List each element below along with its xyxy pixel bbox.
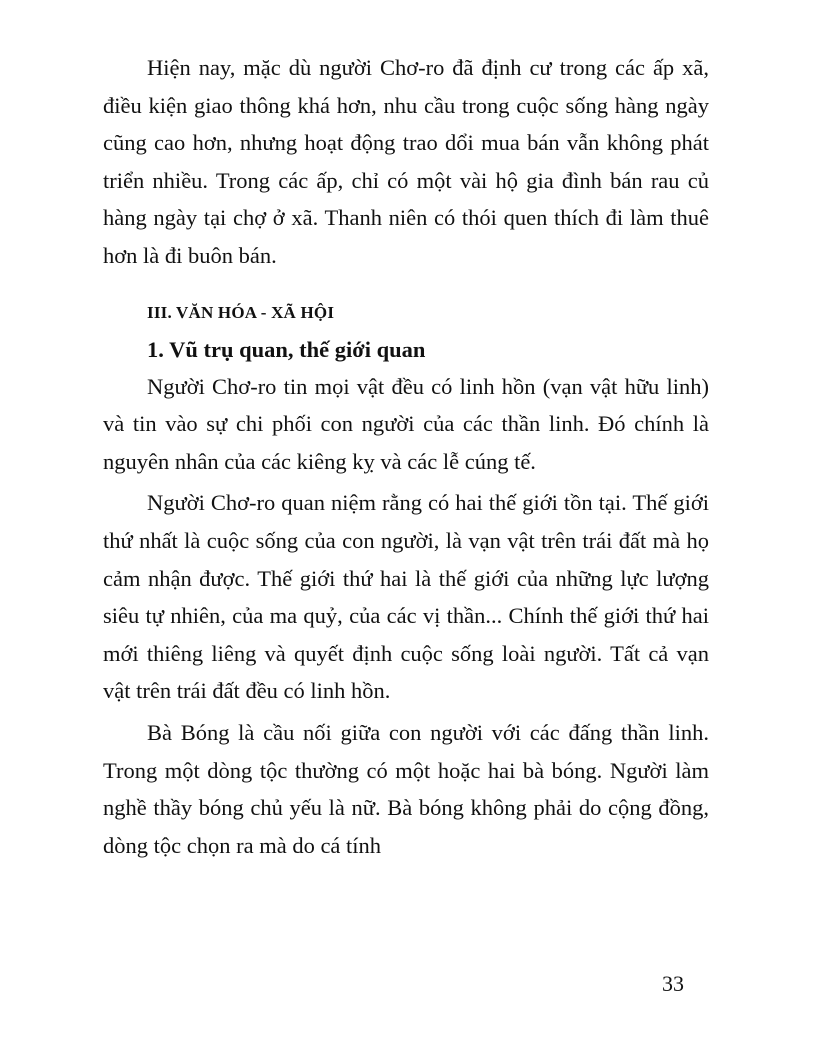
paragraph: Bà Bóng là cầu nối giữa con người với các đấng thần linh. Trong một dòng tộc thường có một hoặc hai bà bóng. Người làm nghề thầy bóng chủ yếu là nữ. Bà bóng không phải do cộng đồng, dòng tộc chọn ra mà do cá tính — [103, 719, 709, 858]
paragraph: Người Chơ-ro tin mọi vật đều có linh hồn (vạn vật hữu linh) và tin vào sự chi phối con người của các thần linh. Đó chính là nguyên nhân của các kiêng kỵ và các lễ cúng tế. — [103, 373, 709, 474]
section-heading: III. VĂN HÓA - XÃ HỘI — [147, 302, 335, 322]
paragraph: Người Chơ-ro quan niệm rằng có hai thế giới tồn tại. Thế giới thứ nhất là cuộc sống của con người, là vạn vật trên trái đất mà họ cảm nhận được. Thế giới thứ hai là thế giới của những lực lượng siêu tự nhiên, của ma quỷ, của các vị thần... Chính thế giới thứ hai mới thiêng liêng và quyết định cuộc sống loài người. Tất cả vạn vật trên trái đất đều có linh hồn. — [103, 490, 709, 704]
page-body — [103, 49, 709, 864]
sub-heading: 1. Vũ trụ quan, thế giới quan — [147, 336, 426, 362]
paragraph-intro: Hiện nay, mặc dù người Chơ-ro đã định cư trong các ấp xã, điều kiện giao thông khá hơn, nhu cầu trong cuộc sống hàng ngày cũng cao hơn, nhưng hoạt động trao dổi mua bán vẫn không phát triển nhiều. Trong các ấp, chỉ có một vài hộ gia đình bán rau củ hàng ngày tại chợ ở xã. Thanh niên có thói quen thích đi làm thuê hơn là đi buôn bán. — [103, 55, 709, 268]
page-number: 33 — [662, 971, 684, 996]
